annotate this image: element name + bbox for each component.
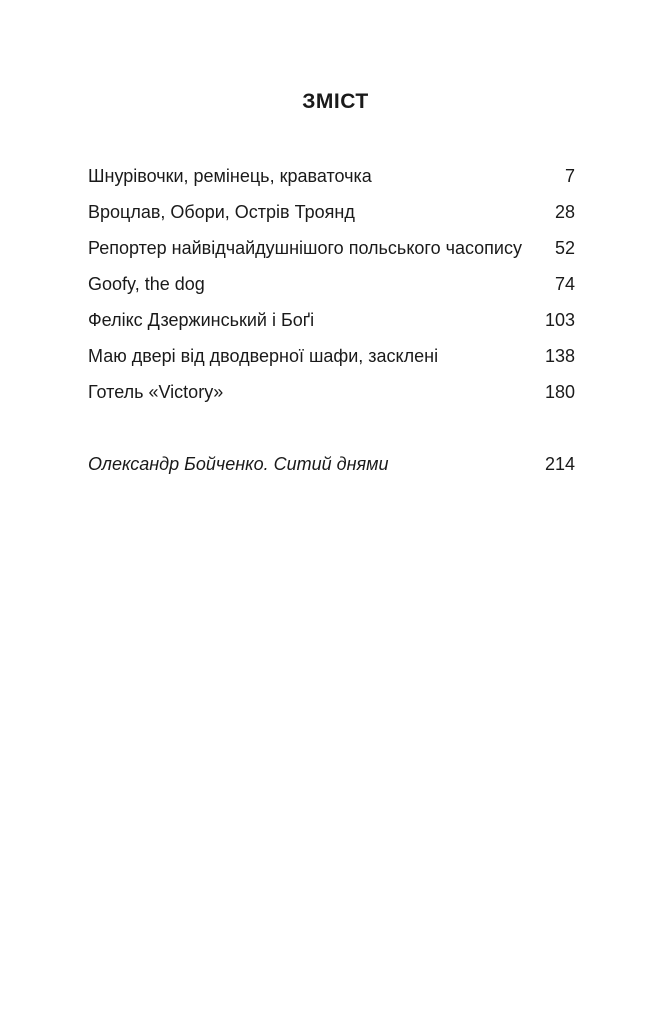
toc-afterword-page-number: 214 xyxy=(544,454,575,474)
toc-entry-page-number: 7 xyxy=(564,166,575,186)
toc-entry xyxy=(88,342,575,378)
toc-afterword-title: Олександр Бойченко. Ситий днями xyxy=(88,454,389,474)
toc-entry-page-number: 138 xyxy=(544,346,575,366)
toc-entry-page-number: 74 xyxy=(554,274,575,294)
toc-entry-page-number: 28 xyxy=(554,202,575,222)
toc-entry xyxy=(88,306,575,342)
toc-entry-title: Фелікс Дзержинський і Боґі xyxy=(88,310,315,330)
toc-entry-page-number: 52 xyxy=(554,238,575,258)
toc-heading: ЗМІСТ xyxy=(302,90,369,113)
toc-entry-title: Вроцлав, Обори, Острів Троянд xyxy=(88,202,355,222)
toc-list xyxy=(88,162,575,414)
toc-entry xyxy=(88,234,575,270)
toc-entry-title: Репортер найвідчайдушнішого польського часопису xyxy=(88,238,522,258)
toc-entry-title: Готель «Victory» xyxy=(88,382,224,402)
toc-entry-title: Маю двері від дводверної шафи, засклені xyxy=(88,346,439,366)
toc-entry-title: Шнурівочки, ремінець, краваточка xyxy=(88,166,372,186)
toc-entry-page-number: 180 xyxy=(544,382,575,402)
toc-entry xyxy=(88,378,575,414)
toc-afterword-entry xyxy=(88,450,575,478)
toc-entry xyxy=(88,198,575,234)
toc-entry xyxy=(88,270,575,306)
toc-entry-page-number: 103 xyxy=(544,310,575,330)
toc-entry xyxy=(88,162,575,198)
toc-entry-title: Goofy, the dog xyxy=(88,274,205,294)
